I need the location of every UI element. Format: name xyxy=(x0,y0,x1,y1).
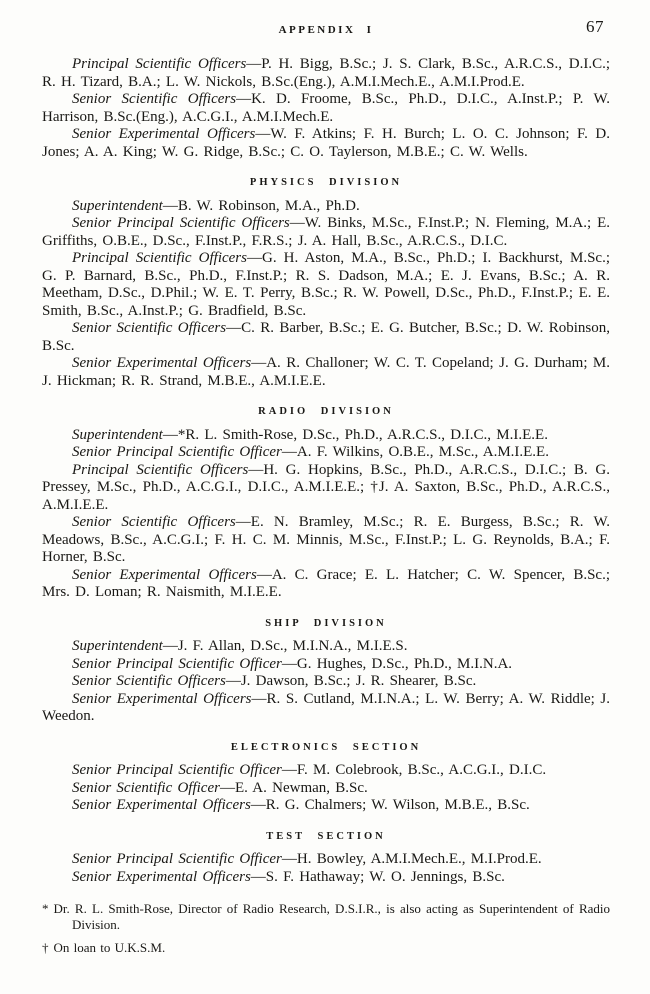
staff-entry xyxy=(42,355,610,390)
staff-role: Senior Scientific Officers xyxy=(72,91,237,107)
page-number: 67 xyxy=(586,17,604,36)
staff-role: Senior Scientific Officers xyxy=(72,673,226,689)
footnote-marker: * xyxy=(42,901,49,916)
staff-entry xyxy=(42,762,610,780)
page-body xyxy=(42,56,610,956)
staff-names: —R. S. Cutland, M.I.N.A.; L. W. Berry; A. W. Riddle; J. Weedon. xyxy=(42,690,610,724)
division-heading-test: TEST SECTION xyxy=(266,830,386,842)
staff-role: Senior Experimental Officers xyxy=(72,690,252,707)
staff-names: —H. Bowley, A.M.I.Mech.E., M.I.Prod.E. xyxy=(281,851,542,867)
staff-role: Superintendent xyxy=(72,197,163,214)
staff-role: Superintendent xyxy=(72,426,163,443)
staff-role: Principal Scientific Officers xyxy=(72,461,249,478)
staff-names: —E. A. Newman, B.Sc. xyxy=(219,779,368,796)
staff-entry xyxy=(42,567,610,602)
staff-role: Senior Experimental Officers xyxy=(72,566,257,583)
staff-entry xyxy=(42,638,610,656)
running-header xyxy=(42,17,610,44)
division-heading-ship: SHIP DIVISION xyxy=(265,617,387,629)
staff-names: —F. M. Colebrook, B.Sc., A.C.G.I., D.I.C. xyxy=(281,762,547,778)
staff-names: —H. G. Hopkins, B.Sc., Ph.D., A.R.C.S., D.I.C.; B. G. Pressey, M.Sc., Ph.D., A.C.G.I., D.I.C., A.M.I.E.E.; †J. A. Saxton, B.Sc., Ph.D., A.R.C.S., A.M.I.E.E. xyxy=(42,461,610,513)
staff-entry xyxy=(42,780,610,798)
staff-names: —W. F. Atkins; F. H. Burch; L. O. C. Johnson; F. D. Jones; A. A. King; W. G. Ridge, B.Sc.; C. O. Taylerson, M.B.E.; C. W. Wells. xyxy=(42,126,610,160)
staff-names: —S. F. Hathaway; W. O. Jennings, B.Sc. xyxy=(250,868,505,885)
staff-role: Principal Scientific Officers xyxy=(72,56,247,72)
footnotes xyxy=(42,901,610,956)
staff-entry xyxy=(42,797,610,815)
running-head-title: APPENDIX I xyxy=(278,24,374,36)
staff-entry xyxy=(42,514,610,567)
staff-role: Senior Experimental Officers xyxy=(72,868,251,885)
staff-names: —G. Hughes, D.Sc., Ph.D., M.I.N.A. xyxy=(281,655,513,672)
footnote-text: Dr. R. L. Smith-Rose, Director of Radio Research, D.S.I.R., is also acting as Superintendent of Radio Division. xyxy=(53,901,610,932)
staff-names: —G. H. Aston, M.A., B.Sc., Ph.D.; I. Backhurst, M.Sc.; G. P. Barnard, B.Sc., Ph.D., F.Inst.P.; R. S. Dadson, M.A.; E. J. Evans, B.Sc.; A. R. Meetham, D.Sc., D.Phil.; W. E. T. Perry, B.Sc.; R. W. Powell, D.Sc., Ph.D., F.Inst.P.; E. E. Smith, B.Sc., A.Inst.P.; G. Bradfield, B.Sc. xyxy=(42,250,610,319)
staff-names: —A. C. Grace; E. L. Hatcher; C. W. Spencer, B.Sc.; Mrs. D. Loman; R. Naismith, M.I.E.E. xyxy=(42,566,611,600)
staff-names: —E. N. Bramley, M.Sc.; R. E. Burgess, B.Sc.; R. W. Meadows, B.Sc., A.C.G.I.; F. H. C. M. Minnis, M.Sc., F.Inst.P.; L. G. Reynolds, B.A.; F. Horner, B.Sc. xyxy=(42,514,610,565)
staff-names: —K. D. Froome, B.Sc., Ph.D., D.I.C., A.Inst.P.; P. W. Harrison, B.Sc.(Eng.), A.C.G.I., A.M.I.Mech.E. xyxy=(42,91,610,125)
staff-role: Senior Experimental Officers xyxy=(72,797,251,813)
staff-entry xyxy=(42,91,610,126)
staff-role: Senior Scientific Officer xyxy=(72,779,220,796)
staff-role: Senior Scientific Officers xyxy=(72,320,227,336)
staff-names: —R. G. Chalmers; W. Wilson, M.B.E., B.Sc. xyxy=(250,797,530,813)
staff-entry xyxy=(42,320,610,355)
staff-entry xyxy=(42,250,610,320)
division-heading-physics: PHYSICS DIVISION xyxy=(249,177,403,188)
staff-role: Senior Experimental Officers xyxy=(72,355,252,371)
staff-names: —A. R. Challoner; W. C. T. Copeland; J. G. Durham; M. J. Hickman; R. R. Strand, M.B.E., A.M.I.E.E. xyxy=(42,355,611,389)
staff-role: Senior Scientific Officers xyxy=(72,514,236,530)
staff-entry xyxy=(42,691,610,726)
footnote-marker: † xyxy=(42,940,49,955)
staff-entry xyxy=(42,462,610,515)
staff-names: —J. Dawson, B.Sc.; J. R. Shearer, B.Sc. xyxy=(225,673,477,689)
staff-names: —C. R. Barber, B.Sc.; E. G. Butcher, B.Sc.; D. W. Robinson, B.Sc. xyxy=(42,320,610,354)
staff-names: —J. F. Allan, D.Sc., M.I.N.A., M.I.E.S. xyxy=(162,638,408,654)
staff-entry xyxy=(42,56,610,91)
division-heading-radio: RADIO DIVISION xyxy=(258,406,394,417)
footnote-text: On loan to U.K.S.M. xyxy=(53,940,166,955)
staff-entry xyxy=(42,444,610,462)
staff-entry xyxy=(42,215,610,250)
staff-entry xyxy=(42,656,610,674)
staff-entry xyxy=(42,851,610,869)
staff-role: Senior Principal Scientific Officer xyxy=(72,655,282,672)
staff-role: Senior Principal Scientific Officer xyxy=(72,762,282,778)
staff-names: —A. F. Wilkins, O.B.E., M.Sc., A.M.I.E.E. xyxy=(281,444,549,460)
staff-role: Senior Principal Scientific Officer xyxy=(72,851,282,867)
staff-role: Superintendent xyxy=(72,638,163,654)
division-heading-electronics: ELECTRONICS SECTION xyxy=(230,741,422,753)
footnote-dagger xyxy=(42,940,610,956)
staff-names: —P. H. Bigg, B.Sc.; J. S. Clark, B.Sc., A.R.C.S., D.I.C.; R. H. Tizard, B.A.; L. W. Nickols, B.Sc.(Eng.), A.M.I.Mech.E., A.M.I.Prod.E. xyxy=(42,56,610,90)
footnote-asterisk xyxy=(42,901,610,933)
staff-entry xyxy=(42,427,610,445)
staff-names: —B. W. Robinson, M.A., Ph.D. xyxy=(162,197,360,214)
staff-role: Senior Experimental Officers xyxy=(72,126,256,142)
staff-entry xyxy=(42,126,610,161)
staff-role: Senior Principal Scientific Officers xyxy=(72,215,290,231)
staff-entry xyxy=(42,198,610,216)
staff-names: —*R. L. Smith-Rose, D.Sc., Ph.D., A.R.C.S., D.I.C., M.I.E.E. xyxy=(162,426,548,443)
staff-role: Principal Scientific Officers xyxy=(72,250,247,266)
staff-role: Senior Principal Scientific Officer xyxy=(72,444,282,460)
staff-entry xyxy=(42,673,610,691)
staff-names: —W. Binks, M.Sc., F.Inst.P.; N. Fleming, M.A.; E. Griffiths, O.B.E., D.Sc., F.Inst.P., F.R.S.; J. A. Hall, B.Sc., A.R.C.S., D.I.C. xyxy=(42,215,610,249)
staff-entry xyxy=(42,869,610,887)
